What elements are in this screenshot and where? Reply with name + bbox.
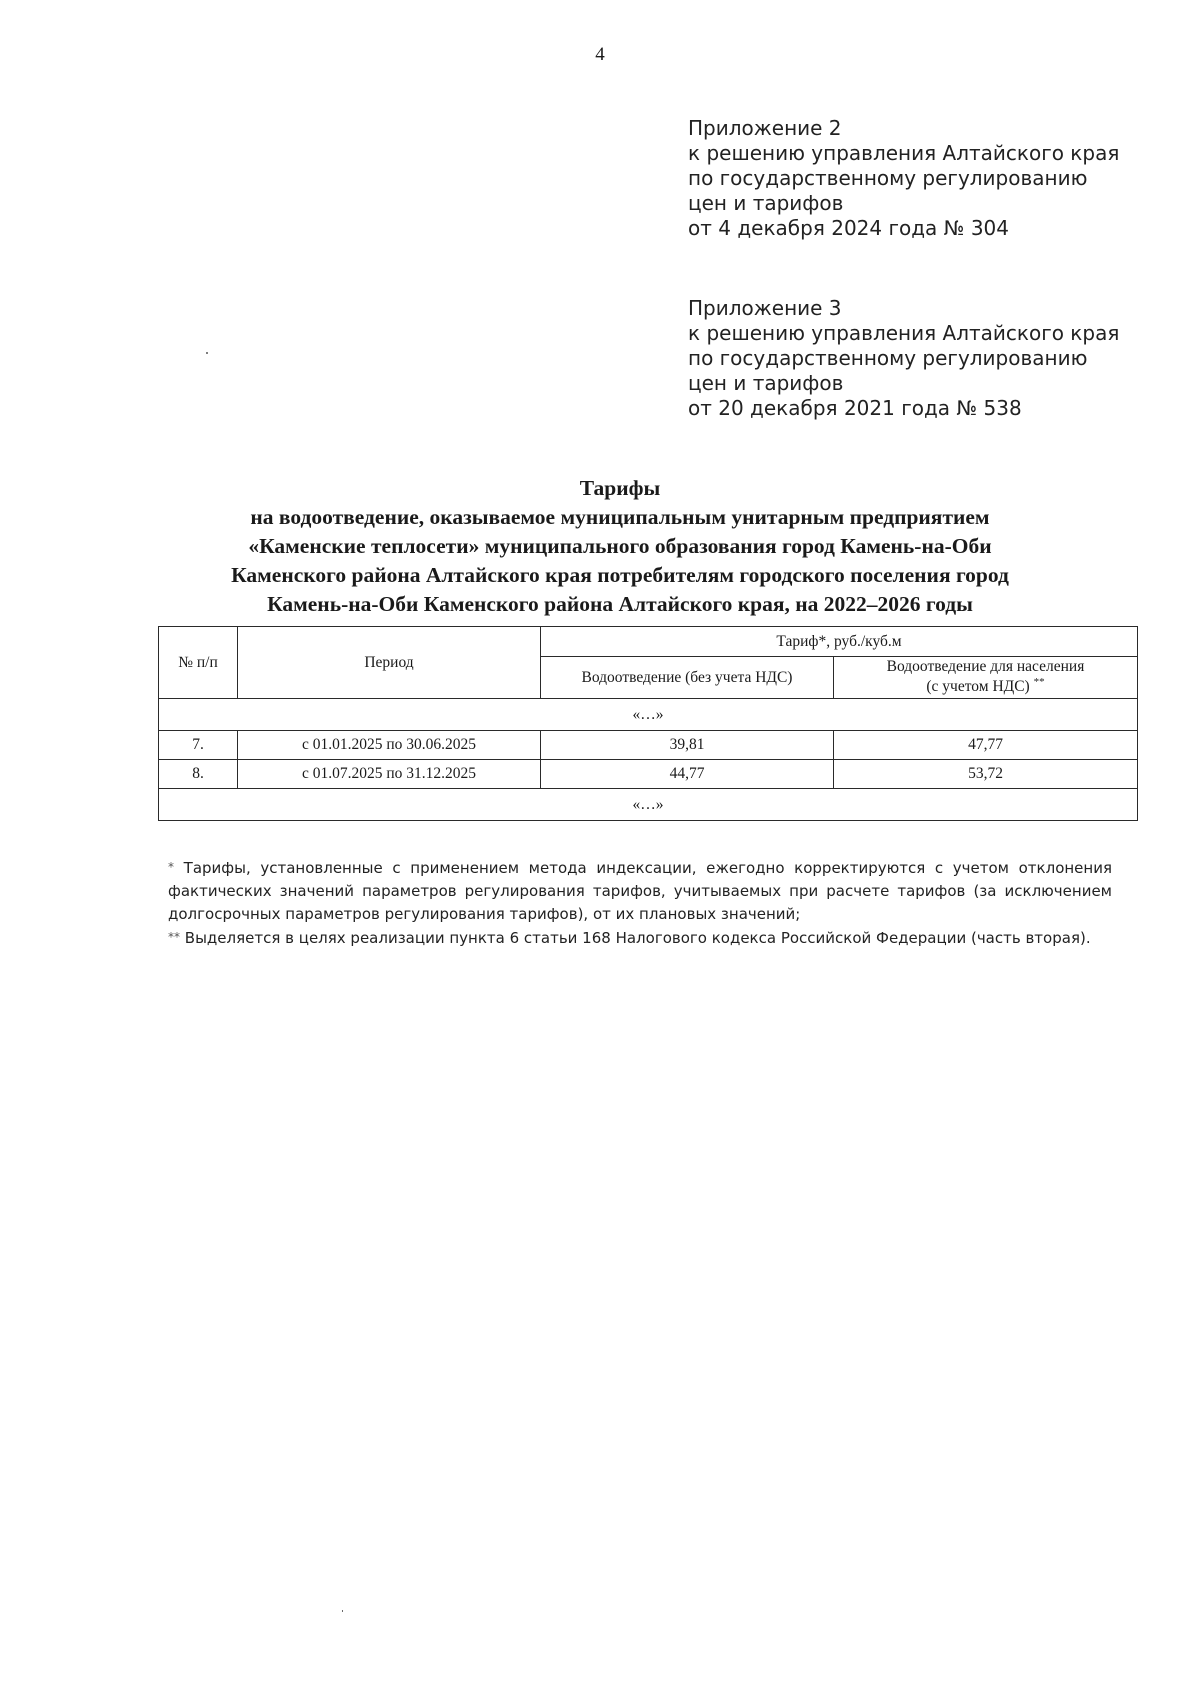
cell-tariff-a: 44,77 [541,760,834,789]
cell-period: с 01.07.2025 по 31.12.2025 [238,760,541,789]
cell-tariff-b: 47,77 [834,731,1138,760]
footnote-1 [168,856,1112,926]
title-line: на водоотведение, оказываемое муниципальным унитарным предприятием [250,505,990,529]
ellipsis-cell: «…» [159,699,1138,731]
table-row-ellipsis [159,699,1138,731]
appendix-3-block [688,296,1119,421]
header-tariff-group: Тариф*, руб./куб.м [541,627,1138,657]
tariff-table [158,626,1138,821]
scan-speck [206,352,208,354]
cell-tariff-b: 53,72 [834,760,1138,789]
ellipsis-cell: «…» [159,789,1138,821]
title-line: Каменского района Алтайского края потребителям городского поселения город [231,563,1009,587]
header-col-b [834,657,1138,699]
table-header-row [159,627,1138,657]
footnote-1-mark: * [168,860,174,874]
header-col-b-mark: ** [1033,676,1045,689]
page-number: 4 [595,44,605,65]
appendix-3-line: цен и тарифов [688,371,844,395]
title-heading: Тарифы [579,476,661,500]
scan-speck [342,1610,343,1612]
footnote-2-mark: ** [168,930,180,944]
appendix-3-line: от 20 декабря 2021 года № 538 [688,396,1022,420]
header-col-b-line2: (с учетом НДС) [926,678,1030,696]
title-line: Камень-на-Оби Каменского района Алтайского края, на 2022–2026 годы [267,592,973,616]
table-row [159,760,1138,789]
appendix-2-line: Приложение 2 [688,116,842,140]
footnotes [168,856,1112,950]
footnote-2 [168,926,1112,950]
appendix-3-line: Приложение 3 [688,296,842,320]
cell-period: с 01.01.2025 по 30.06.2025 [238,731,541,760]
footnote-2-text: Выделяется в целях реализации пункта 6 статьи 168 Налогового кодекса Российской Федерации (часть вторая). [184,929,1091,947]
cell-tariff-a: 39,81 [541,731,834,760]
appendix-2-line: от 4 декабря 2024 года № 304 [688,216,1009,240]
document-title [150,474,1090,619]
header-period: Период [238,627,541,699]
appendix-2-line: цен и тарифов [688,191,844,215]
table-row-ellipsis [159,789,1138,821]
header-col-a: Водоотведение (без учета НДС) [541,657,834,699]
appendix-2-line: к решению управления Алтайского края [688,141,1120,165]
footnote-1-text: Тарифы, установленные с применением метода индексации, ежегодно корректируются с учетом отклонения фактических значений параметров регулирования тарифов, учитываемых при расчете тарифов (за исключением долгосрочных параметров регулирования тарифов), от их плановых значений; [168,859,1112,923]
header-col-b-line1: Водоотведение для населения [886,658,1085,676]
appendix-3-line: по государственному регулированию [688,346,1088,370]
appendix-3-line: к решению управления Алтайского края [688,321,1120,345]
cell-num: 7. [159,731,238,760]
cell-num: 8. [159,760,238,789]
appendix-2-line: по государственному регулированию [688,166,1088,190]
title-line: «Каменские теплосети» муниципального образования город Камень-на-Оби [248,534,992,558]
header-num: № п/п [159,627,238,699]
table-row [159,731,1138,760]
appendix-2-block [688,116,1119,241]
